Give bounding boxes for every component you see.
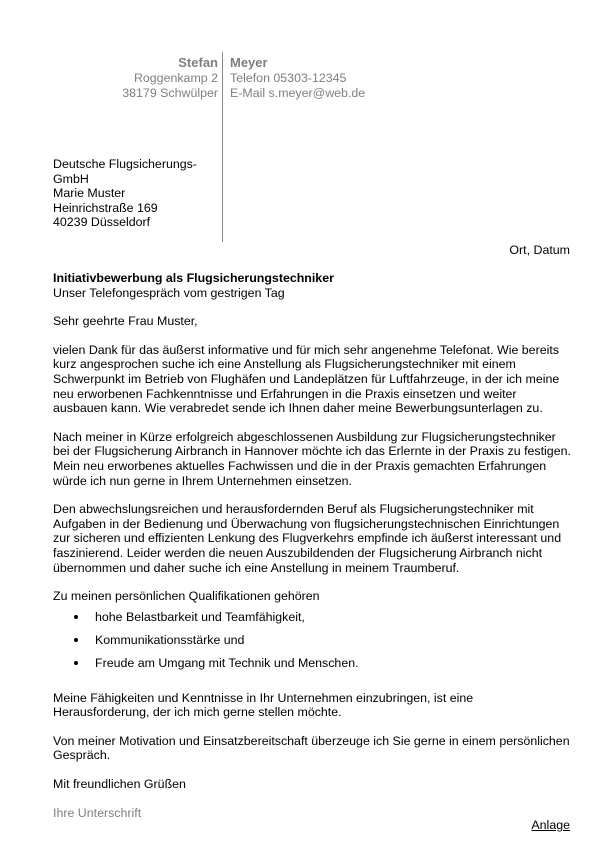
- subject-line: Initiativbewerbung als Flugsicherungstechniker: [53, 271, 334, 285]
- list-item-text: hohe Belastbarkeit und Teamfähigkeit,: [95, 609, 305, 624]
- list-item-text: Kommunikationsstärke und: [95, 632, 245, 647]
- qualifications-intro: Zu meinen persönlichen Qualifikationen gehören: [53, 589, 320, 604]
- salutation: Sehr geehrte Frau Muster,: [53, 314, 198, 329]
- sender-email: E-Mail s.meyer@web.de: [230, 86, 366, 100]
- paragraph: Meine Fähigkeiten und Kenntnisse in Ihr Unternehmen einzubringen, ist eine Herausforderung, der ich mich gerne stellen möchte.: [53, 690, 474, 720]
- closing-line: Mit freundlichen Grüßen: [53, 777, 186, 792]
- enclosure-link[interactable]: Anlage: [531, 818, 570, 832]
- sender-address-block: [122, 55, 218, 102]
- recipient-contact: Marie Muster: [53, 186, 126, 201]
- list-item-text: Freude am Umgang mit Technik und Menschen.: [95, 655, 359, 670]
- reference-line: Unser Telefongespräch vom gestrigen Tag: [53, 285, 285, 300]
- list-item: [53, 610, 573, 633]
- bullet-icon: [74, 661, 78, 665]
- bullet-icon: [74, 615, 78, 619]
- sender-phone: Telefon 05303-12345: [230, 70, 347, 85]
- paragraph: vielen Dank für das äußerst informative und für mich sehr angenehme Telefonat. Wie bereits kurz angesprochen suche ich eine Anstellung als Flugsicherungstechniker mit einem Schwerpunkt im Betrieb von Flughäfen und Landeplätzen für Luftfahrzeuge, in der ich meine neu erworbenen Fachkenntnisse und Erfahrungen in die Praxis einsetzen und weiter ausbauen kann. Wie verabredet sende ich Ihnen daher meine Bewerbungsunterlagen zu.: [53, 342, 560, 416]
- sender-contact-block: [230, 55, 365, 102]
- paragraph: Den abwechslungsreichen und herausfordernden Beruf als Flugsicherungstechniker mit Aufgaben in der Bedienung und Überwachung von flugsicherungstechnischen Einrichtungen zur sicheren und effizienten Lenkung des Flugverkehrs empfinde ich äußerst interessant und faszinierend. Leider werden die neuen Auszubildenden der Flugsicherung Airbranch nicht übernommen und daher suche ich eine Anstellung in meinem Traumberuf.: [53, 502, 562, 575]
- recipient-city: 40239 Düsseldorf: [53, 215, 151, 230]
- signature-placeholder: Ihre Unterschrift: [53, 805, 142, 820]
- qualifications-list: [53, 610, 573, 679]
- letter-body: [53, 271, 573, 820]
- sender-city: 38179 Schwülper: [122, 86, 218, 100]
- recipient-company: Deutsche Flugsicherungs-GmbH: [53, 157, 197, 186]
- paragraph: Von meiner Motivation und Einsatzbereitschaft überzeuge ich Sie gerne in einem persönlichen Gespräch.: [53, 733, 570, 763]
- list-item: [53, 656, 573, 679]
- bullet-icon: [74, 638, 78, 642]
- recipient-street: Heinrichstraße 169: [53, 200, 158, 215]
- sender-last-name: Meyer: [230, 55, 268, 70]
- sender-street: Roggenkamp 2: [133, 70, 218, 85]
- sender-first-name: Stefan: [178, 55, 218, 70]
- recipient-address: [53, 157, 228, 230]
- paragraph: Nach meiner in Kürze erfolgreich abgeschlossenen Ausbildung zur Flugsicherungstechniker bei der Flugsicherung Airbranch in Hannover möchte ich das Erlernte in der Praxis zu festigen. Mein neu erworbenes aktuelles Fachwissen und die in der Praxis gemachten Erfahrungen würde ich nun gerne in Ihrem Unternehmen einsetzen.: [53, 429, 571, 488]
- list-item: [53, 633, 573, 656]
- date-line: Ort, Datum: [509, 243, 570, 257]
